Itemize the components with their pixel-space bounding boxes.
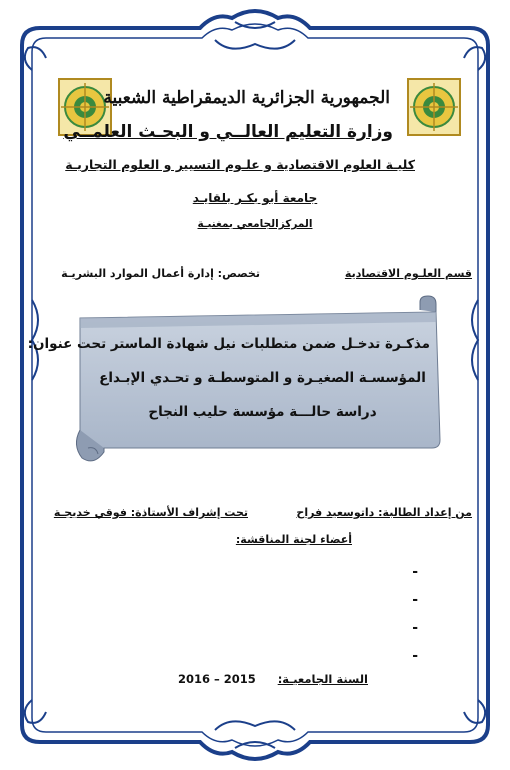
thesis-title: المؤسسـة الصغيـرة و المتوسطـة و تحـدي الإبـداع: [99, 370, 426, 386]
academic-year-label: السنة الجامعيـة:: [277, 672, 368, 686]
student-name: من إعداد الطالبة: داتوسعيد فراح: [296, 506, 472, 519]
ministry-title: وزارة التعليم العالــي و البحـث العلمــي: [63, 122, 393, 142]
academic-year-value: 2016 – 2015: [178, 672, 256, 686]
committee-heading: أعضاء لجنة المناقشة:: [235, 533, 352, 546]
committee-member-3: -: [412, 620, 418, 636]
case-study-title: دراسة حالـــة مؤسسة حليب النجاح: [148, 404, 377, 420]
university-name: جامعة أبو بكـر بلقايـد: [192, 191, 318, 205]
committee-member-4: -: [412, 648, 418, 664]
supervisor-name: تحت إشراف الأستاذة: فوقي خديجـة: [53, 506, 248, 519]
thesis-intro: مذكـرة تدخـل ضمن متطلبات نيل شهادة الماستر تحت عنوان:: [27, 336, 430, 352]
department-name: قسم العلـوم الاقتصادية: [344, 267, 472, 280]
specialty-label: تخصص: إدارة أعمال الموارد البشريـة: [61, 267, 260, 280]
university-center: المركزالجامعي بمغنيـة: [197, 218, 313, 230]
faculty-title: كليـة العلوم الاقتصادية و علـوم التسيير و العلوم التجاريـة: [65, 157, 415, 172]
committee-member-2: -: [412, 592, 418, 608]
committee-member-1: -: [412, 564, 418, 580]
republic-title: الجمهورية الجزائرية الديمقراطية الشعبية: [103, 88, 390, 108]
